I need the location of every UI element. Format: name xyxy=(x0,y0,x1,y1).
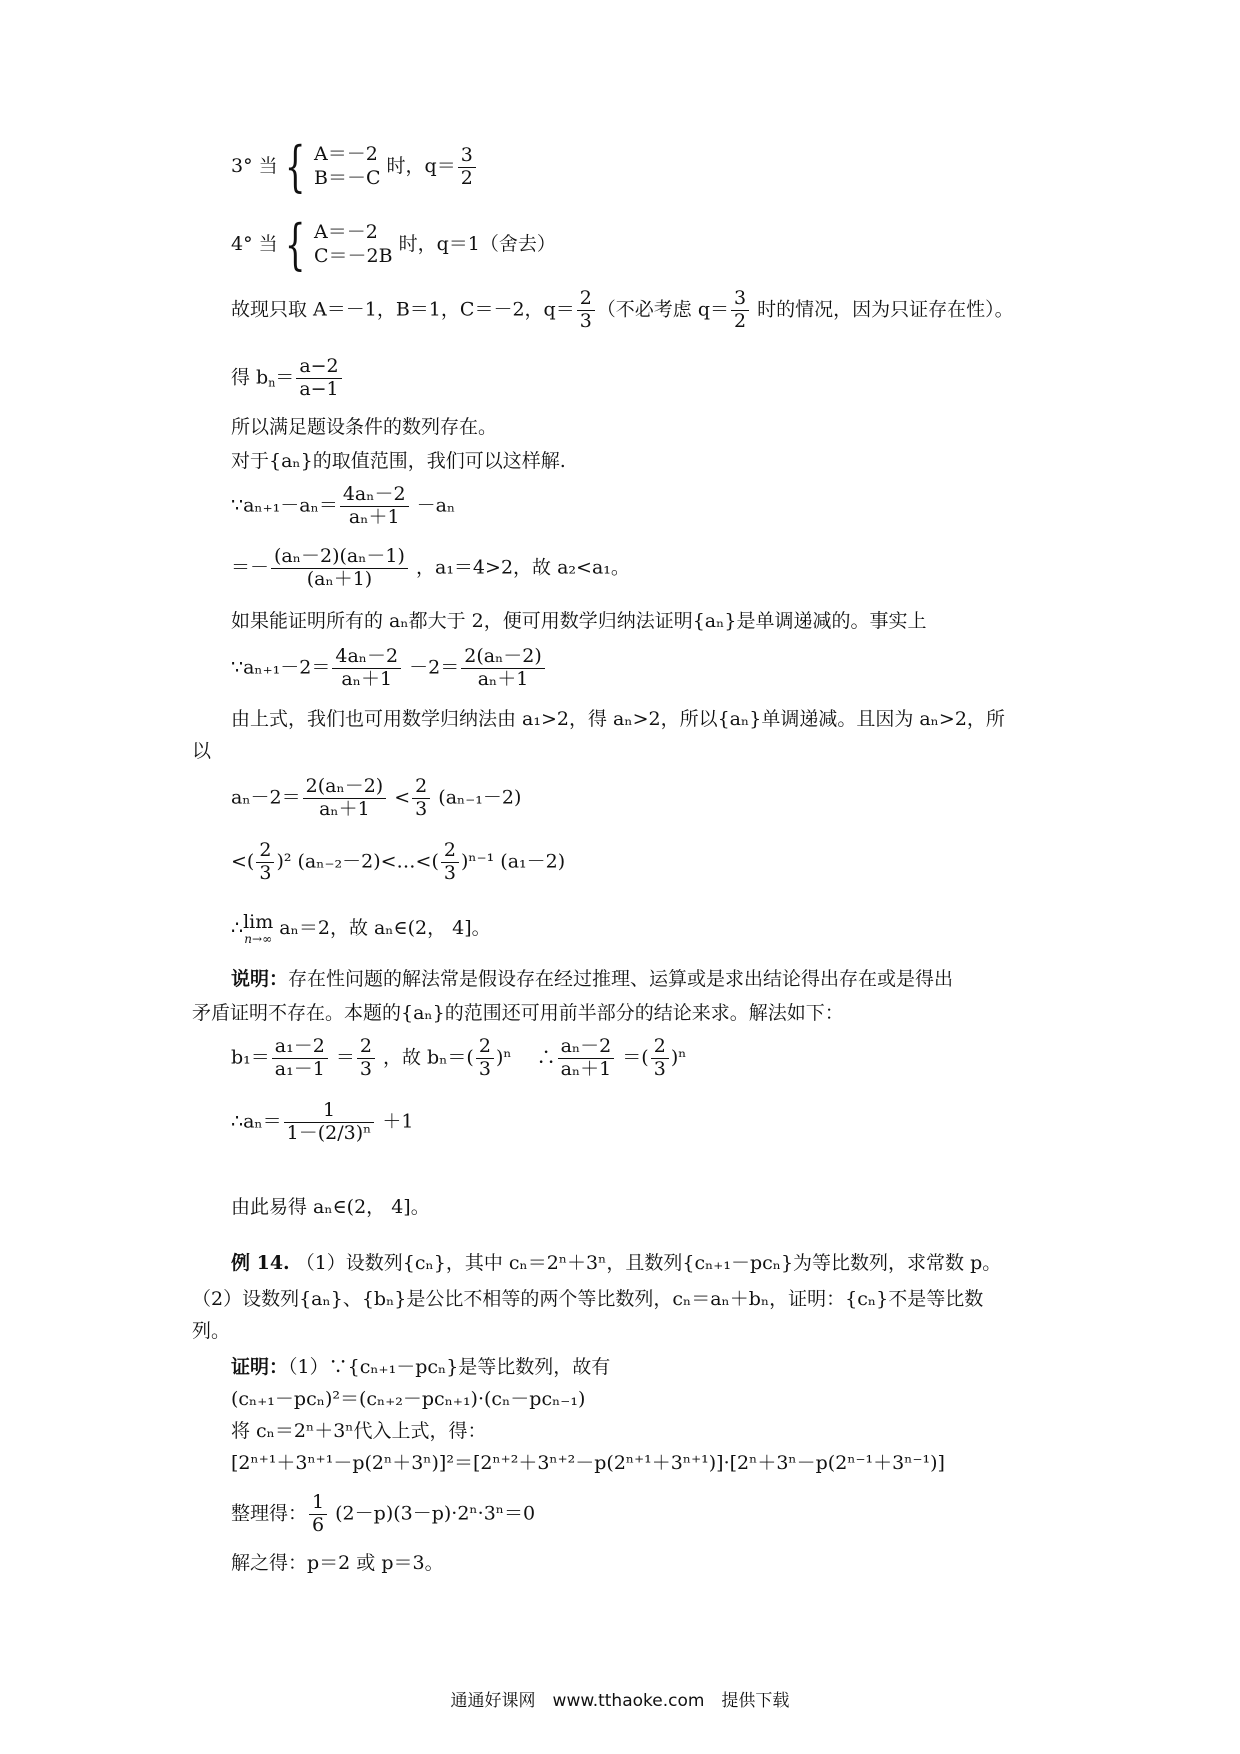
numerator: 2(aₙ－2) xyxy=(303,776,387,799)
numerator: 3 xyxy=(458,145,476,168)
proof-label: 证明： xyxy=(231,1356,289,1378)
numerator: a−2 xyxy=(296,356,341,379)
numerator: 2 xyxy=(651,1036,669,1059)
text-span: ∵aₙ₊₁－2＝ xyxy=(231,656,331,679)
fraction xyxy=(461,646,545,691)
case-label: 4° 当 xyxy=(231,233,278,255)
text-span: < xyxy=(388,786,411,809)
equation-line: (cₙ₊₁－pcₙ)²＝(cₙ₊₂－pcₙ₊₁)·(cₙ－pcₙ₋₁) xyxy=(231,1388,586,1410)
numerator: 2 xyxy=(412,776,430,799)
equation-system xyxy=(314,143,381,191)
denominator: a₁－1 xyxy=(274,1057,325,1080)
fraction xyxy=(476,1036,494,1081)
text-line: （2）设数列{aₙ}、{bₙ}是公比不相等的两个等比数列，cₙ＝aₙ＋bₙ，证明：{cₙ}不是等比数 xyxy=(192,1288,984,1310)
note-label: 说明： xyxy=(231,968,289,990)
fraction xyxy=(412,776,430,821)
text-span: ∴aₙ＝ xyxy=(231,1110,282,1133)
denominator: 3 xyxy=(579,309,592,332)
denominator: 2 xyxy=(734,309,747,332)
text-span: （1）设数列{cₙ}，其中 cₙ＝2ⁿ＋3ⁿ，且数列{cₙ₊₁－pcₙ}为等比数列，求常数 p。 xyxy=(289,1252,1002,1274)
text-span: ∴ xyxy=(231,917,244,940)
text-line: 由此易得 aₙ∈(2， 4]。 xyxy=(231,1196,430,1218)
text-span: ，a₁＝4>2，故 a₂<a₁。 xyxy=(409,556,630,579)
text-line: 列。 xyxy=(192,1320,231,1342)
numerator: 1 xyxy=(309,1492,327,1515)
text-line: 由上式，我们也可用数学归纳法由 a₁>2，得 aₙ>2，所以{aₙ}单调递减。且因为 aₙ>2，所 xyxy=(231,708,1005,730)
text-span: （不必考虑 q＝ xyxy=(596,298,729,321)
denominator: 6 xyxy=(312,1513,325,1536)
denominator: a−1 xyxy=(299,377,339,400)
system-row: A＝－2 xyxy=(314,143,378,166)
equation-line xyxy=(231,484,455,529)
text-span: （1）∵{cₙ₊₁－pcₙ}是等比数列，故有 xyxy=(288,1356,611,1378)
fraction xyxy=(357,1036,375,1081)
text-span: ＝ xyxy=(329,1046,355,1069)
fraction xyxy=(309,1492,327,1537)
fraction xyxy=(271,546,408,591)
equation-line xyxy=(231,546,630,591)
denominator: aₙ＋1 xyxy=(319,797,370,820)
denominator: aₙ＋1 xyxy=(477,667,529,690)
text-span: (2－p)(3－p)·2ⁿ·3ⁿ＝0 xyxy=(329,1502,536,1525)
denominator: 3 xyxy=(478,1057,491,1080)
text-span: ，故 bₙ＝( xyxy=(376,1046,474,1069)
text-span: aₙ＝2，故 aₙ∈(2， 4]。 xyxy=(273,917,491,940)
equation-line xyxy=(231,776,521,821)
fraction xyxy=(577,288,595,333)
text-span: －aₙ xyxy=(410,494,456,517)
text-span: 时，q＝1（舍去） xyxy=(392,233,556,255)
text-span: 存在性问题的解法常是假设存在经过推理、运算或是求出结论得出存在或是得出 xyxy=(288,968,954,990)
fraction xyxy=(441,840,459,885)
fraction xyxy=(731,288,749,333)
numerator: 2 xyxy=(441,840,459,863)
numerator: 1 xyxy=(284,1100,375,1123)
numerator: 4aₙ－2 xyxy=(332,646,401,669)
denominator: (aₙ＋1) xyxy=(306,567,373,590)
denominator: 3 xyxy=(259,861,272,884)
text-span: )ⁿ ∴ xyxy=(495,1046,556,1069)
equation-line: [2ⁿ⁺¹＋3ⁿ⁺¹－p(2ⁿ＋3ⁿ)]²＝[2ⁿ⁺²＋3ⁿ⁺²－p(2ⁿ⁺¹＋3ⁿ⁺¹)]·[2ⁿ＋3ⁿ－p(2ⁿ⁻¹＋3ⁿ⁻¹)] xyxy=(231,1452,945,1474)
left-brace-icon: { xyxy=(284,135,306,198)
system-row: B＝－C xyxy=(314,167,381,189)
lim-text: lim xyxy=(243,911,274,933)
denominator: 2 xyxy=(460,166,473,189)
limit-operator xyxy=(243,912,273,946)
note-line xyxy=(231,970,953,989)
system-row: C＝－2B xyxy=(314,245,393,267)
text-line: 以 xyxy=(192,740,212,762)
text-span: )ⁿ xyxy=(670,1046,687,1069)
numerator: 2 xyxy=(256,840,274,863)
denominator: 3 xyxy=(443,861,456,884)
text-line: 矛盾证明不存在。本题的{aₙ}的范围还可用前半部分的结论来求。解法如下： xyxy=(192,1002,844,1024)
text-span: －2＝ xyxy=(403,656,460,679)
numerator: 2 xyxy=(476,1036,494,1059)
denominator: 1－(2/3)ⁿ xyxy=(286,1121,372,1144)
equation-line xyxy=(231,840,565,885)
equation-line xyxy=(231,1492,535,1537)
text-span: )² (aₙ₋₂－2)<…<( xyxy=(276,850,439,873)
numerator: aₙ－2 xyxy=(558,1036,615,1059)
example-heading-line xyxy=(231,1254,1001,1273)
fraction xyxy=(256,840,274,885)
fraction xyxy=(332,646,401,691)
selection-line xyxy=(231,288,1014,333)
numerator: 2 xyxy=(577,288,595,311)
example-label: 例 14. xyxy=(231,1252,290,1274)
denominator: aₙ＋1 xyxy=(348,505,400,528)
text-span: aₙ－2＝ xyxy=(231,786,301,809)
fraction xyxy=(340,484,409,529)
case-4-line xyxy=(231,213,556,276)
numerator: a₁－2 xyxy=(272,1036,328,1059)
page-footer: 通通好课网 www.tthaoke.com 提供下载 xyxy=(450,1691,790,1711)
text-line: 将 cₙ＝2ⁿ＋3ⁿ代入上式，得： xyxy=(231,1420,487,1442)
text-span: 时，q＝ xyxy=(380,155,456,177)
fraction xyxy=(284,1100,375,1145)
numerator: 2 xyxy=(357,1036,375,1059)
text-line: 所以满足题设条件的数列存在。 xyxy=(231,416,498,438)
text-span: 整理得： xyxy=(231,1502,308,1525)
limit-line xyxy=(231,912,491,946)
text-span: b₁＝ xyxy=(231,1046,270,1069)
denominator: 3 xyxy=(653,1057,666,1080)
text-span: 得 b xyxy=(231,366,269,389)
lim-subscript: n→∞ xyxy=(244,931,273,946)
fraction xyxy=(458,145,476,190)
left-brace-icon: { xyxy=(284,213,306,276)
text-line: 解之得：p＝2 或 p＝3。 xyxy=(231,1552,444,1574)
text-line: 对于{aₙ}的取值范围，我们可以这样解. xyxy=(231,450,566,472)
text-span: 时的情况，因为只证存在性）。 xyxy=(751,298,1014,321)
denominator: 3 xyxy=(415,797,428,820)
denominator: aₙ＋1 xyxy=(560,1057,612,1080)
denominator: 3 xyxy=(359,1057,372,1080)
case-3-line xyxy=(231,135,478,198)
text-span: ＋1 xyxy=(376,1110,414,1133)
text-span: <( xyxy=(231,850,255,873)
text-span: ∵aₙ₊₁－aₙ＝ xyxy=(231,494,338,517)
numerator: 4aₙ－2 xyxy=(340,484,409,507)
denominator: aₙ＋1 xyxy=(341,667,393,690)
equation-system xyxy=(314,221,393,269)
fraction xyxy=(296,356,341,401)
text-span: )ⁿ⁻¹ (a₁－2) xyxy=(460,850,566,873)
text-span: (aₙ₋₁－2) xyxy=(432,786,522,809)
bn-formula-line: 得 $b_n=$ $\frac{a-2}{a-1}$ xyxy=(231,356,344,401)
text-span: ＝－ xyxy=(231,556,270,579)
system-row: A＝－2 xyxy=(314,221,378,244)
proof-line xyxy=(231,1358,610,1377)
text-span: 故现只取 A＝－1，B＝1，C＝－2，q＝ xyxy=(231,298,575,321)
equation-line xyxy=(231,646,547,691)
equation-line xyxy=(231,1036,686,1081)
fraction xyxy=(651,1036,669,1081)
fraction xyxy=(303,776,387,821)
equation-line xyxy=(231,1100,414,1145)
fraction xyxy=(272,1036,328,1081)
numerator: 2(aₙ－2) xyxy=(461,646,545,669)
case-label: 3° 当 xyxy=(231,155,278,177)
numerator: 3 xyxy=(731,288,749,311)
fraction xyxy=(558,1036,615,1081)
numerator: (aₙ－2)(aₙ－1) xyxy=(271,546,408,569)
text-line: 如果能证明所有的 aₙ都大于 2，便可用数学归纳法证明{aₙ}是单调递减的。事实上 xyxy=(231,610,927,632)
text-span: ＝( xyxy=(616,1046,649,1069)
